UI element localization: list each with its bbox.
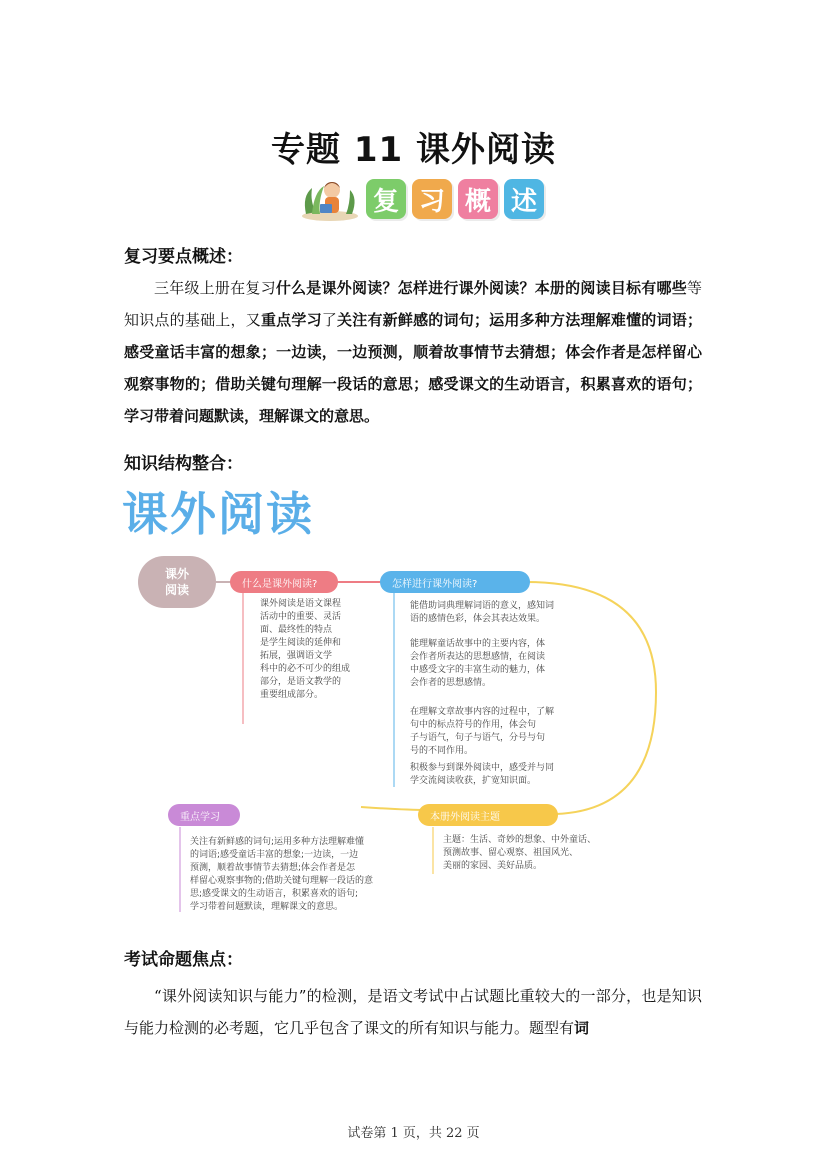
- page-footer: 试卷第 1 页，共 22 页: [347, 1126, 480, 1141]
- note-how-to-2: 能理解童话故事中的主要内容，体 会作者所表达的思想感情，在阅读 中感受文字的丰富生动的魅力，体 会作者的思想感情。: [410, 639, 546, 688]
- note-how-to-4: 积极参与到课外阅读中，感受并与同 学交流阅读收获，扩宽知识面。: [410, 763, 555, 786]
- connector-bottom: [361, 807, 426, 810]
- badge-xi: 习: [412, 179, 452, 219]
- node-key-study: 重点学习: [168, 804, 240, 826]
- mindmap: [136, 552, 696, 922]
- note-key-study: 关注有新鲜感的词句;运用多种方法理解难懂 的词语;感受童话丰富的想象;一边读，一边 预测，顺着故事情节去猜想;体会作者是怎 样留心观察事物的;借助关键句理解一段话的意 思;感受课文的生动语言，积累喜欢的语句; 学习带着问题默读，理解课文的意思。: [190, 837, 374, 912]
- mindmap-root: 课外 阅读: [138, 556, 216, 608]
- page-title: 专题 11 课外阅读: [271, 130, 556, 170]
- section-heading-overview: 复习要点概述：: [124, 247, 243, 267]
- review-overview-banner: [300, 176, 544, 222]
- note-what-is: 课外阅读是语文课程 活动中的重要、灵活 面、最终性的特点 是学生阅读的延伸和 拓展，强调语文学 科中的必不可少的组成 部分，是语文教学的 重要组成部分。: [260, 599, 351, 700]
- node-what-is: 什么是课外阅读?: [230, 571, 338, 593]
- node-how-to: 怎样进行课外阅读?: [380, 571, 530, 593]
- text-run-bold: 关注有新鲜感的词句；运用多种方法理解难懂的词语；感受童话丰富的想象；一边读，一边预测，顺着故事情节去猜想；体会作者是怎样留心观察事物的；借助关键句理解一段话的意思；感受课文的生动语言，积累喜欢的语句；学习带着问题默读，理解课文的意思。: [124, 311, 702, 425]
- mindmap-title: 课外阅读: [122, 487, 314, 541]
- exam-focus-paragraph: [124, 980, 702, 1044]
- text-run: “课外阅读知识与能力”的检测，是语文考试中占试题比重较大的一部分，也是知识与能力检测的必考题，它几乎包含了课文的所有知识与能力。题型有: [124, 987, 702, 1037]
- text-run-bold: 什么是课外阅读？怎样进行课外阅读？本册的阅读目标有哪些: [275, 279, 687, 297]
- note-theme: 主题：生活、奇妙的想象、中外童话、 预测故事、留心观察、祖国风光、 美丽的家园、美好品质。: [443, 835, 597, 871]
- mascot-illustration: [300, 176, 360, 222]
- text-run: 三年级上册在复习: [154, 279, 276, 297]
- note-how-to-1: 能借助词典理解词语的意义，感知词 语的感情色彩，体会其表达效果。: [410, 601, 555, 624]
- text-run: 等知识点的基础上，又: [124, 279, 702, 329]
- badge-gai: 概: [458, 179, 498, 219]
- section-heading-structure: 知识结构整合：: [124, 454, 243, 474]
- note-how-to-3: 在理解文章故事内容的过程中，了解 句中的标点符号的作用，体会句 子与语气，句子与语气，分号与句 号的不同作用。: [410, 707, 555, 756]
- text-run: 了: [321, 311, 338, 329]
- badge-fu: 复: [366, 179, 406, 219]
- overview-paragraph: [124, 272, 702, 432]
- section-heading-exam-focus: 考试命题焦点：: [124, 950, 243, 970]
- text-run-bold: 重点学习: [260, 311, 322, 329]
- text-run-bold: 词: [574, 1019, 590, 1037]
- node-theme: 本册外阅读主题: [418, 804, 558, 826]
- badge-shu: 述: [504, 179, 544, 219]
